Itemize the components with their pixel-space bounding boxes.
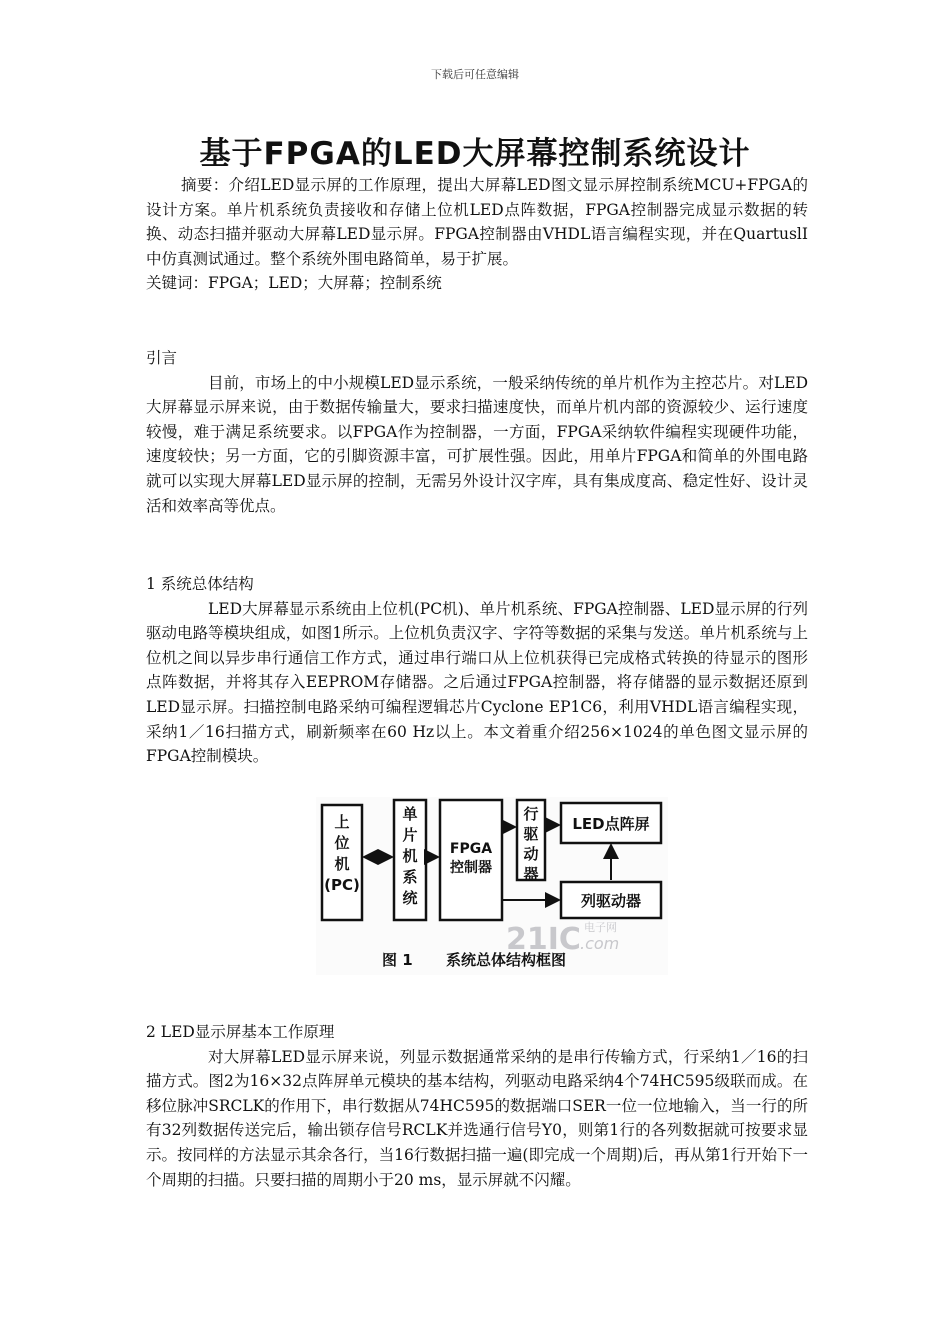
- intro-heading: 引言: [146, 349, 178, 367]
- col-driver-label: 列驱动器: [580, 892, 642, 910]
- t-host-line: (PC): [324, 876, 360, 894]
- led-screen-label: LED点阵屏: [572, 815, 650, 833]
- block-diagram-svg: [316, 797, 668, 975]
- section2-paragraph: 对大屏幕LED显示屏来说，列显示数据通常采纳的是串行传输方式，行采纳1／16的扫描方式。图2为16×32点阵屏单元模块的基本结构，列驱动电路采纳4个74HC595级联而成。在移位脉冲SRCLK的作用下，串行数据从74HC595的数据端口SER一位一位地输入，当一行的所有32列数据传送完后，输出锁存信号RCLK并选通行信号Y0，则第1行的各列数据就可按要求显示。按同样的方法显示其余各行，当16行数据扫描一遍(即完成一个周期)后，再从第1行开始下一个周期的扫描。只要扫描的周期小于20 ms，显示屏就不闪耀。: [146, 1047, 808, 1189]
- t-row-line: 器: [523, 865, 539, 883]
- abstract-section: [146, 173, 808, 296]
- intro-section: [146, 346, 808, 518]
- figure-system-block-diagram: [316, 797, 668, 975]
- t-mcu-line: 统: [402, 889, 418, 907]
- t-row-line: 行: [523, 805, 539, 823]
- t-host-line: 位: [334, 834, 350, 852]
- section1-paragraph: LED大屏幕显示系统由上位机(PC机)、单片机系统、FPGA控制器、LED显示屏的行列驱动电路等模块组成，如图1所示。上位机负责汉字、字符等数据的采集与发送。单片机系统与上位机之间以异步串行通信工作方式，通过串行端口从上位机获得已完成格式转换的待显示的图形点阵数据，并将其存入EEPROM存储器。之后通过FPGA控制器，将存储器的显示数据还原到LED显示屏。扫描控制电路采纳可编程逻辑芯片Cyclone EP1C6，利用VHDL语言编程实现，采纳1／16扫描方式，刷新频率在60 Hz以上。本文着重介绍256×1024的单色图文显示屏的FPGA控制模块。: [146, 599, 808, 766]
- abstract-paragraph: 摘要：介绍LED显示屏的工作原理，提出大屏幕LED图文显示屏控制系统MCU+FPGA的设计方案。单片机系统负责接收和存储上位机LED点阵数据，FPGA控制器完成显示数据的转换、动态扫描并驱动大屏幕LED显示屏。FPGA控制器由VHDL语言编程实现，并在QuartuslI中仿真测试通过。整个系统外围电路简单，易于扩展。: [146, 176, 808, 268]
- t-host-line: 机: [334, 855, 350, 873]
- section1: [146, 572, 808, 769]
- watermark-domain: .com: [580, 934, 620, 953]
- t-mcu-line: 系: [402, 868, 418, 886]
- section2-heading: 2 LED显示屏基本工作原理: [146, 1023, 335, 1041]
- t-row-line: 动: [523, 845, 539, 863]
- t-mcu-line: 单: [402, 805, 418, 823]
- t-row-line: 驱: [523, 825, 539, 843]
- figure-caption-text: 系统总体结构框图: [446, 951, 567, 969]
- t-fpga-line: FPGA: [449, 841, 493, 857]
- t-mcu-line: 片: [402, 826, 418, 844]
- document-title: 基于FPGA的LED大屏幕控制系统设计: [199, 136, 751, 172]
- t-host-line: 上: [334, 813, 350, 831]
- t-mcu-line: 机: [402, 847, 418, 865]
- section1-heading: 1 系统总体结构: [146, 575, 254, 593]
- watermark-subtitle: 电子网: [584, 921, 617, 934]
- mcu-label: [402, 805, 417, 907]
- keywords-line: 关键词：FPGA；LED；大屏幕；控制系统: [146, 274, 442, 293]
- page-header: 下载后可任意编辑: [431, 68, 519, 81]
- watermark-logo: 21IC: [506, 922, 581, 957]
- intro-paragraph: 目前，市场上的中小规模LED显示系统，一般采纳传统的单片机作为主控芯片。对LED大屏幕显示屏来说，由于数据传输量大，要求扫描速度快，而单片机内部的资源较少、运行速度较慢，难于满足系统要求。以FPGA作为控制器，一方面，FPGA采纳软件编程实现硬件功能，速度较快；另一方面，它的引脚资源丰富，可扩展性强。因此，用单片FPGA和简单的外围电路就可以实现大屏幕LED显示屏的控制，无需另外设计汉字库，具有集成度高、稳定性好、设计灵活和效率高等优点。: [146, 373, 808, 515]
- figure-caption-number: 图 1: [382, 951, 413, 969]
- section2: [146, 1020, 808, 1192]
- t-fpga-line: 控制器: [450, 860, 492, 876]
